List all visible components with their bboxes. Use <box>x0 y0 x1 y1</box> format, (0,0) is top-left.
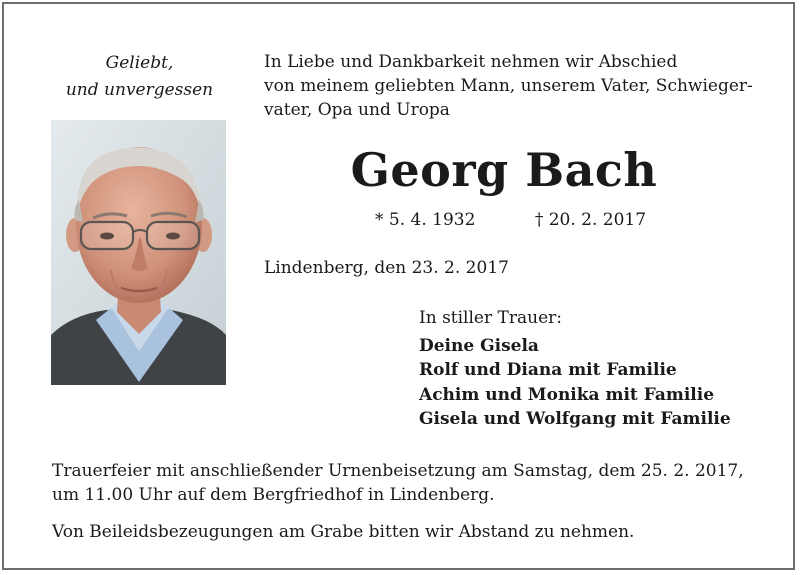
mourner-name: Achim und Monika mit Familie <box>419 384 715 405</box>
intro-text <box>264 50 764 122</box>
mourner-name: Gisela und Wolfgang mit Familie <box>419 409 731 429</box>
motto <box>52 50 227 104</box>
service-line-1: Trauerfeier mit anschließender Urnenbeisetzung am Samstag, dem 25. 2. 2017, <box>52 461 744 481</box>
mourners-list <box>419 306 731 432</box>
intro-line-2: von meinem geliebten Mann, unserem Vater, Schwieger- <box>264 76 753 96</box>
birth-date: * 5. 4. 1932 <box>375 210 476 230</box>
intro-line-1: In Liebe und Dankbarkeit nehmen wir Abschied <box>264 52 678 72</box>
condolence-note: Von Beileidsbezeugungen am Grabe bitten wir Abstand zu nehmen. <box>52 522 635 542</box>
death-date: † 20. 2. 2017 <box>534 210 647 230</box>
intro-line-3: vater, Opa und Uropa <box>264 100 450 120</box>
funeral-service-info <box>52 459 772 507</box>
deceased-name: Georg Bach <box>350 143 658 197</box>
life-dates <box>375 208 646 232</box>
mourners-heading: In stiller Trauer: <box>419 308 562 328</box>
mourner-name: Deine Gisela <box>419 335 539 356</box>
service-line-2: um 11.00 Uhr auf dem Bergfriedhof in Lindenberg. <box>52 485 495 505</box>
place-and-date: Lindenberg, den 23. 2. 2017 <box>264 258 509 278</box>
motto-line-2: und unvergessen <box>65 80 214 100</box>
motto-line-1: Geliebt, <box>105 53 174 73</box>
portrait-photo <box>51 120 226 385</box>
mourner-name: Rolf und Diana mit Familie <box>419 360 677 380</box>
